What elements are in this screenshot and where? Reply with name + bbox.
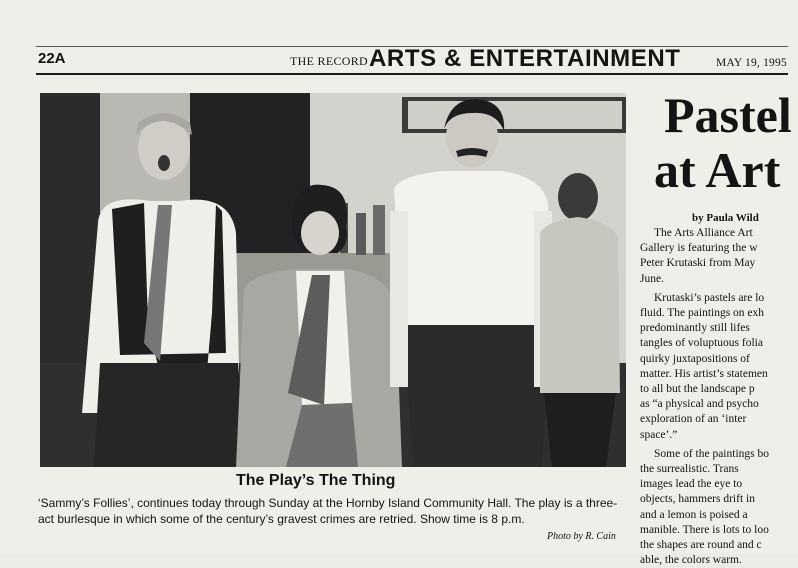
text-line: The Arts Alliance Art — [654, 227, 753, 239]
article-paragraph — [640, 291, 798, 443]
text-line: Some of the paintings bo — [654, 447, 769, 460]
text-line: fluid. The paintings on exh — [640, 307, 765, 320]
text-line: Gallery is featuring the w — [640, 242, 758, 255]
text-line: quirky juxtapositions of — [640, 352, 750, 365]
text-line: as “a physical and psycho — [640, 398, 759, 411]
text-line: and a lemon is poised a — [640, 508, 748, 521]
text-line: tangles of voluptuous folia — [640, 337, 763, 350]
text-line: Peter Krutaski from May — [640, 257, 756, 270]
text-line: to all but the landscape p — [640, 383, 755, 396]
headline-line: Pastel — [664, 87, 792, 143]
text-line: able, the colors warm. — [640, 554, 742, 567]
article-body — [640, 226, 798, 567]
text-line: the surrealistic. Trans — [640, 463, 739, 476]
photo-credit: Photo by R. Cain — [547, 531, 616, 542]
text-line: exploration of an ‘inter — [640, 413, 747, 426]
text-line: objects, hammers drift in — [640, 493, 755, 506]
photo-caption-title: The Play’s The Thing — [236, 472, 396, 489]
text-line: predominantly still lifes — [640, 322, 750, 335]
photo-caption: ‘Sammy’s Follies’, continues today through Sunday at the Hornby Island Community Hall. The play is a three-act burlesque in which some of the century’s gravest crimes are retried. Show time is 8 p.m. — [38, 496, 618, 526]
text-line: June. — [640, 272, 664, 285]
article-paragraph — [640, 447, 798, 568]
headline-line: at Art — [654, 142, 781, 198]
text-line: matter. His artist’s statemen — [640, 367, 768, 380]
article-paragraph — [640, 226, 798, 287]
issue-date: MAY 19, 1995 — [716, 57, 787, 69]
text-line: space’.” — [640, 428, 678, 441]
text-line: the shapes are round and c — [640, 539, 762, 552]
page-number: 22A — [38, 50, 66, 67]
section-title: ARTS & ENTERTAINMENT — [369, 45, 681, 72]
stage-photo — [40, 93, 626, 467]
text-line: images lead the eye to — [640, 478, 743, 491]
header-rule — [36, 73, 788, 75]
text-line: manible. There is lots to loo — [640, 523, 769, 536]
publication-name: THE RECORD — [290, 54, 368, 68]
byline: by Paula Wild — [692, 212, 759, 224]
article-headline — [632, 88, 798, 210]
text-line: Krutaski’s pastels are lo — [654, 291, 765, 304]
